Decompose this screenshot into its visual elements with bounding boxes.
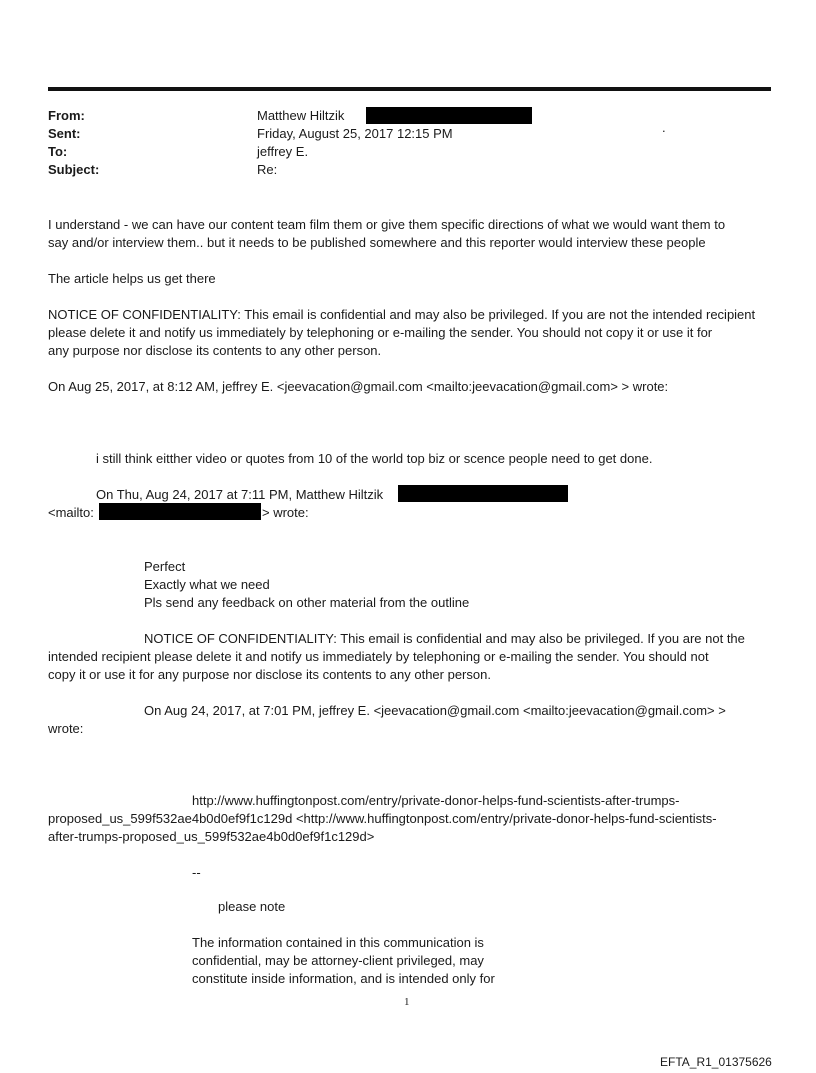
to-value: jeffrey E. bbox=[257, 144, 309, 159]
please-note: please note bbox=[218, 899, 286, 914]
confidentiality-notice-line: copy it or use it for any purpose nor disclose its contents to any other person. bbox=[48, 667, 491, 682]
from-label: From: bbox=[48, 108, 85, 123]
link-text: http://www.huffingtonpost.com/entry/private-donor-helps-fund-scientists-after-trumps- bbox=[192, 793, 680, 808]
confidentiality-notice-line: NOTICE OF CONFIDENTIALITY: This email is confidential and may also be privileged. If you are not the intended recipient bbox=[48, 307, 756, 322]
link-text: after-trumps-proposed_us_599f532ae4b0d0ef9f1c129d> bbox=[48, 829, 375, 844]
body-paragraph-line: say and/or interview them.. but it needs to be published somewhere and this reporter would interview these people bbox=[48, 235, 706, 250]
quoted-text: i still think eitther video or quotes from 10 of the world top biz or scence people need to get done. bbox=[96, 451, 653, 466]
quoted-text: Perfect bbox=[144, 559, 186, 574]
quote-header: On Thu, Aug 24, 2017 at 7:11 PM, Matthew Hiltzik bbox=[96, 487, 384, 502]
link-text: proposed_us_599f532ae4b0d0ef9f1c129d <http://www.huffingtonpost.com/entry/private-donor-helps-fund-scientists- bbox=[48, 811, 717, 826]
quote-header: wrote: bbox=[48, 721, 84, 736]
header-rule bbox=[48, 87, 771, 91]
quote-header: <mailto: bbox=[48, 505, 94, 520]
sent-value: Friday, August 25, 2017 12:15 PM bbox=[257, 126, 453, 141]
subject-label: Subject: bbox=[48, 162, 100, 177]
disclaimer-line: The information contained in this communication is bbox=[192, 935, 484, 950]
page-number: 1 bbox=[404, 996, 410, 1008]
confidentiality-notice-line: NOTICE OF CONFIDENTIALITY: This email is confidential and may also be privileged. If you are not the bbox=[144, 631, 745, 646]
redaction-box bbox=[99, 503, 261, 520]
quoted-text: Pls send any feedback on other material from the outline bbox=[144, 595, 470, 610]
sent-label: Sent: bbox=[48, 126, 81, 141]
body-paragraph-line: The article helps us get there bbox=[48, 271, 216, 286]
quoted-text: Exactly what we need bbox=[144, 577, 270, 592]
subject-value: Re: bbox=[257, 162, 278, 177]
confidentiality-notice-line: please delete it and notify us immediately by telephoning or e-mailing the sender. You should not copy it or use it for bbox=[48, 325, 713, 340]
document-id-footer: EFTA_R1_01375626 bbox=[660, 1055, 772, 1069]
confidentiality-notice-line: intended recipient please delete it and notify us immediately by telephoning or e-mailing the sender. You should not bbox=[48, 649, 709, 664]
stray-mark: . bbox=[662, 120, 666, 135]
confidentiality-notice-line: any purpose nor disclose its contents to any other person. bbox=[48, 343, 382, 358]
quote-header: On Aug 25, 2017, at 8:12 AM, jeffrey E. <jeevacation@gmail.com <mailto:jeevacation@gmail.com> > wrote: bbox=[48, 379, 669, 394]
redaction-box bbox=[398, 485, 568, 502]
to-label: To: bbox=[48, 144, 68, 159]
body-paragraph-line: I understand - we can have our content team film them or give them specific directions of what we would want them to bbox=[48, 217, 726, 232]
disclaimer-line: constitute inside information, and is intended only for bbox=[192, 971, 495, 986]
disclaimer-line: confidential, may be attorney-client privileged, may bbox=[192, 953, 484, 968]
from-value: Matthew Hiltzik bbox=[257, 108, 345, 123]
signature-separator: -- bbox=[192, 865, 201, 880]
quote-header: > wrote: bbox=[262, 505, 309, 520]
redaction-box bbox=[366, 107, 532, 124]
quote-header: On Aug 24, 2017, at 7:01 PM, jeffrey E. <jeevacation@gmail.com <mailto:jeevacation@gmail.com> > bbox=[144, 703, 726, 718]
